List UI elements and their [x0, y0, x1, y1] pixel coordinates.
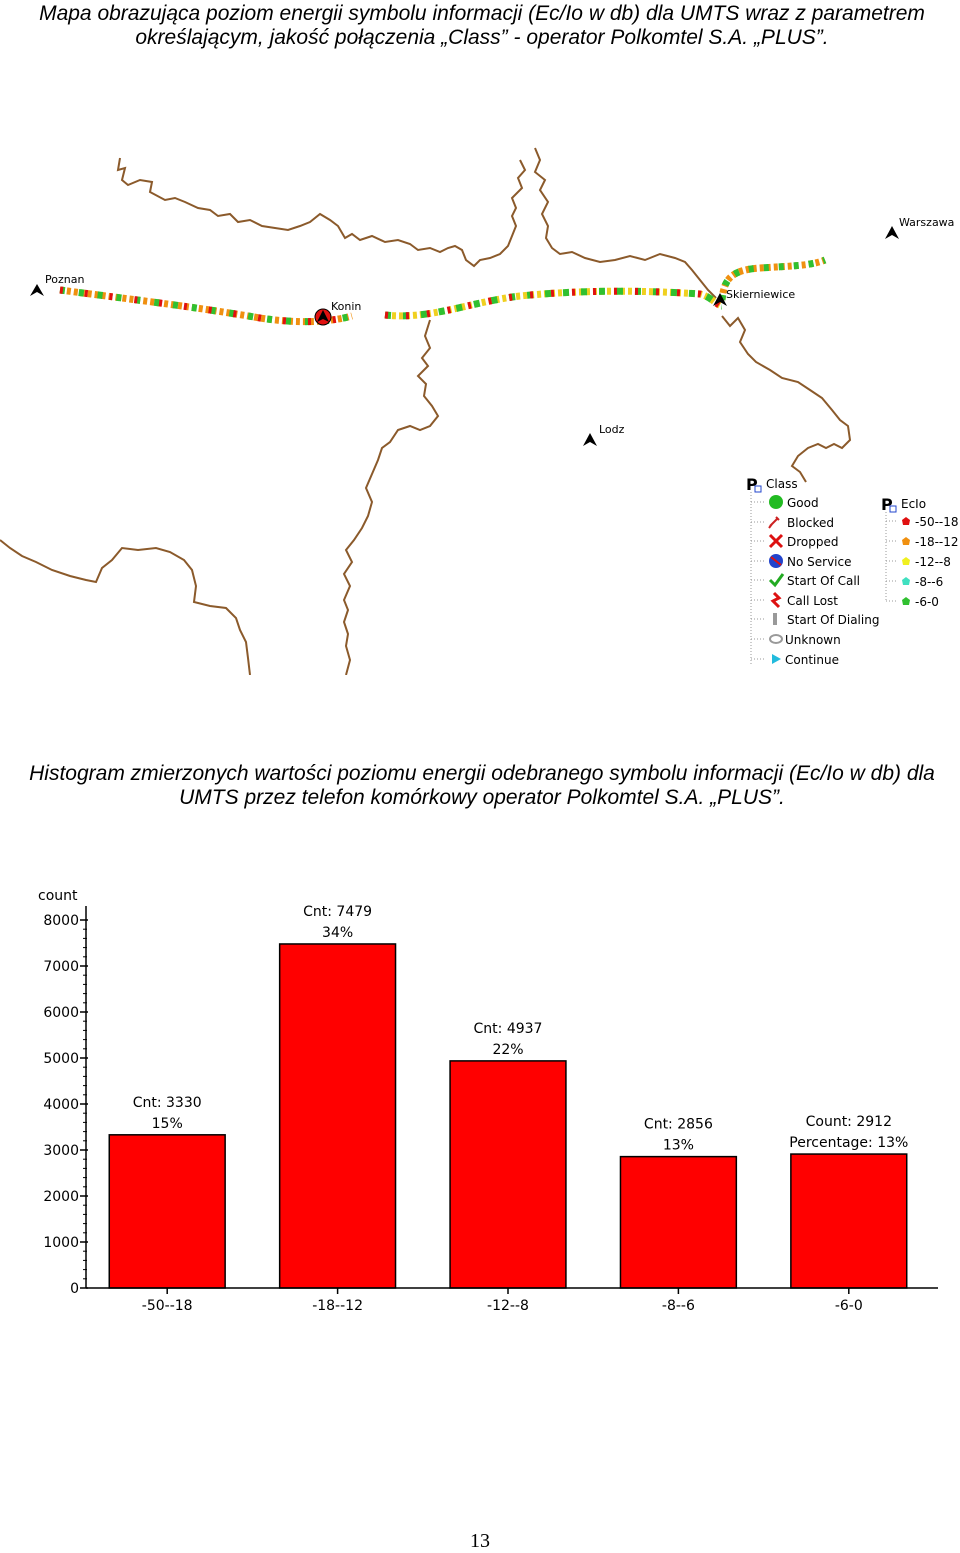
bar-data-label: Cnt: 2856 — [643, 1116, 713, 1133]
blocked-icon — [769, 517, 779, 528]
histogram-bar — [280, 944, 396, 1288]
bar-data-label: Cnt: 3330 — [132, 1094, 202, 1111]
start-of-dialing-icon — [773, 613, 777, 625]
map-caption: Mapa obrazująca poziom energii symbolu informacji (Ec/Io w db) dla UMTS wraz z parametrem określającym, jakość połączenia „Class” - operator Polkomtel S.A. „PLUS”. — [39, 2, 925, 49]
bar-data-label: Count: 2912 — [805, 1114, 892, 1131]
y-tick-label: 4000 — [43, 1097, 79, 1113]
bar-data-label: 22% — [492, 1041, 524, 1058]
border-west — [0, 540, 250, 675]
y-tick-label: 6000 — [43, 1005, 79, 1021]
layer-p-icon: P — [881, 495, 893, 514]
svg-text:-12--8: -12--8 — [915, 555, 951, 569]
continue-icon — [772, 654, 781, 664]
svg-text:Continue: Continue — [785, 653, 839, 667]
border-lines — [0, 148, 850, 675]
svg-text:Call Lost: Call Lost — [787, 594, 838, 608]
border-north — [118, 158, 525, 266]
x-tick-label: -18--12 — [312, 1298, 363, 1314]
border-east — [722, 316, 850, 482]
x-axis — [86, 1288, 938, 1314]
legend-class-title: Class — [766, 477, 798, 491]
svg-text:Good: Good — [787, 496, 819, 510]
y-tick-label: 7000 — [43, 959, 79, 975]
y-tick-label: 5000 — [43, 1051, 79, 1067]
svg-text:-8--6: -8--6 — [915, 575, 944, 589]
start-of-call-icon — [770, 574, 783, 585]
city-label: Lodz — [599, 423, 625, 436]
histogram-caption: Histogram zmierzonych wartości poziomu energii odebranego symbolu informacji (Ec/Io w db) dla UMTS przez telefon komórkowy operator Polkomtel S.A. „PLUS”. — [29, 762, 935, 809]
city-label: Skierniewice — [726, 288, 796, 301]
y-tick-label: 0 — [70, 1281, 79, 1297]
y-tick-label: 8000 — [43, 913, 79, 929]
histogram-bar — [450, 1061, 566, 1288]
bar-data-label: Cnt: 7479 — [303, 903, 373, 920]
svg-text:-18--12: -18--12 — [915, 535, 959, 549]
svg-text:No Service: No Service — [787, 555, 852, 569]
call-lost-icon — [773, 593, 779, 607]
svg-text:-6-0: -6-0 — [915, 595, 939, 609]
ecio-marker-icon — [902, 597, 910, 605]
svg-text:Start Of Call: Start Of Call — [787, 574, 861, 588]
layer-p-icon: P — [746, 475, 758, 494]
x-tick-label: -12--8 — [487, 1298, 529, 1314]
y-tick-label: 2000 — [43, 1189, 79, 1205]
route-trace-central — [385, 291, 722, 316]
x-tick-label: -8--6 — [661, 1298, 695, 1314]
x-tick-label: -6-0 — [834, 1298, 863, 1314]
svg-text:Unknown: Unknown — [785, 633, 841, 647]
border-north-east — [535, 148, 716, 298]
ecio-marker-icon — [902, 577, 910, 585]
good-icon — [769, 495, 783, 509]
city-marker-skierniewice — [713, 288, 795, 306]
histogram-bar — [620, 1157, 736, 1288]
y-tick-label: 3000 — [43, 1143, 79, 1159]
svg-text:Start Of Dialing: Start Of Dialing — [787, 613, 880, 627]
svg-text:Dropped: Dropped — [787, 535, 839, 549]
route-trace-west — [60, 290, 352, 322]
legend-ecio-title: EcIo — [901, 497, 927, 511]
bars — [109, 904, 908, 1288]
svg-text:Blocked: Blocked — [787, 516, 835, 530]
y-axis-label: count — [38, 888, 78, 904]
svg-text:-50--18: -50--18 — [915, 515, 959, 529]
histogram-bar — [109, 1135, 225, 1288]
legend-class — [746, 475, 879, 667]
ecio-marker-icon — [902, 517, 910, 525]
dropped-icon — [770, 535, 782, 547]
ecio-marker-icon — [902, 557, 910, 565]
city-label: Konin — [331, 300, 362, 313]
unknown-icon — [770, 635, 782, 643]
y-axis — [43, 906, 88, 1297]
bar-data-label: 15% — [151, 1115, 183, 1132]
histogram-bar — [791, 1154, 907, 1288]
y-tick-label: 1000 — [43, 1235, 79, 1251]
route-map — [0, 130, 960, 675]
city-label: Warszawa — [899, 216, 955, 229]
bar-data-label: Cnt: 4937 — [473, 1020, 543, 1037]
city-marker-lodz — [583, 423, 625, 446]
border-center — [344, 320, 438, 675]
city-marker-warszawa — [885, 216, 954, 239]
ecio-marker-icon — [902, 537, 910, 545]
bar-data-label: Percentage: 13% — [789, 1135, 909, 1152]
bar-data-label: 13% — [662, 1137, 694, 1154]
legend-ecio — [881, 495, 959, 609]
city-label: Poznan — [45, 273, 85, 286]
bar-data-label: 34% — [322, 924, 354, 941]
x-tick-label: -50--18 — [141, 1298, 193, 1314]
page-number: 13 — [470, 1530, 490, 1552]
ecio-histogram — [0, 870, 960, 1330]
